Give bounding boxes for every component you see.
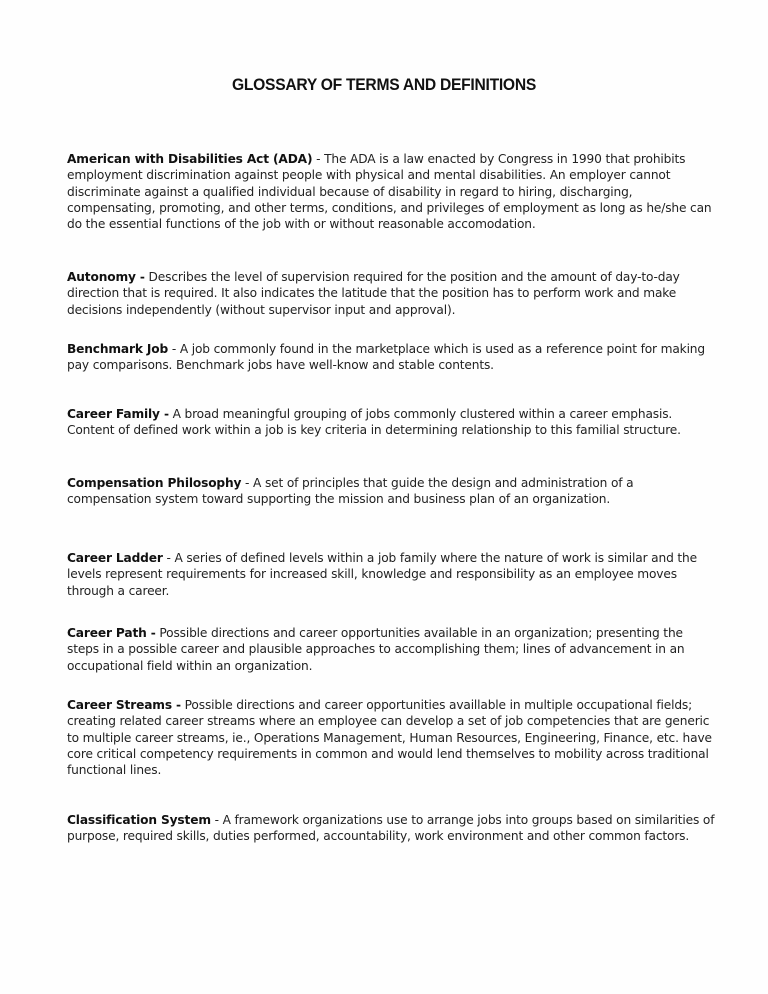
definition: A job commonly found in the marketplace which is used as a reference point for making pay comparisons. Benchmark jobs have well-know and stable contents. — [67, 342, 705, 373]
page-title: GLOSSARY OF TERMS AND DEFINITIONS — [231, 75, 537, 94]
term: Compensation Philosophy — [67, 476, 242, 490]
term: Benchmark Job — [67, 342, 169, 356]
separator: - — [241, 476, 254, 490]
glossary-entry-classification-system — [67, 812, 717, 845]
term: Classification System — [67, 813, 211, 827]
definition: The ADA is a law enacted by Congress in 1990 that prohibits employment discrimination against people with physical and mental disabilities. An employer cannot discriminate against a qualified individual because of disability in regard to hiring, discharging, compensating, promoting, and other terms, conditions, and privileges of employment as long as he/she can do the essential functions of the job with or without reasonable accomodation. — [67, 152, 712, 232]
term: Career Family - — [67, 407, 169, 421]
separator: - — [312, 152, 325, 166]
glossary-entry-ada — [67, 151, 717, 232]
separator: - — [162, 551, 175, 565]
glossary-entry-career-streams — [67, 697, 717, 778]
separator: - — [168, 342, 180, 356]
term: Autonomy - — [67, 270, 145, 284]
definition: A framework organizations use to arrange jobs into groups based on similarities of purpose, required skills, duties performed, accountability, work environment and other common factors. — [67, 813, 715, 844]
term: Career Ladder — [67, 551, 163, 565]
definition: A series of defined levels within a job family where the nature of work is similar and the levels represent requirements for increased skill, knowledge and responsibility as an employee moves through a career. — [67, 551, 697, 598]
separator: - — [210, 813, 223, 827]
glossary-entry-career-ladder — [67, 550, 717, 599]
glossary-entry-benchmark-job — [67, 341, 717, 374]
glossary-entry-career-family — [67, 406, 717, 439]
definition: A set of principles that guide the design and administration of a compensation system toward supporting the mission and business plan of an organization. — [67, 476, 634, 507]
definition: Describes the level of supervision required for the position and the amount of day-to-day direction that is required. It also indicates the latitude that the position has to perform work and make decisions independently (without supervisor input and approval). — [67, 270, 680, 317]
term: American with Disabilities Act (ADA) — [67, 152, 313, 166]
term: Career Path - — [67, 626, 156, 640]
definition: Possible directions and career opportunities available in an organization; presenting the steps in a possible career and plausible approaches to accomplishing them; lines of advancement in an occupational field within an organization. — [67, 626, 685, 673]
definition: A broad meaningful grouping of jobs commonly clustered within a career emphasis. Content of defined work within a job is key criteria in determining relationship to this familial structure. — [67, 407, 681, 438]
glossary-entry-career-path — [67, 625, 717, 674]
term: Career Streams - — [67, 698, 181, 712]
glossary-entry-autonomy — [67, 269, 717, 318]
glossary-entry-compensation-philosophy — [67, 475, 717, 508]
definition: Possible directions and career opportunities availlable in multiple occupational fields; creating related career streams where an employee can develop a set of job competencies that are generic to multiple career streams, ie., Operations Management, Human Resources, Engineering, Finance, etc. have core critical competency requirements in common and would lend themselves to mobility across traditional functional lines. — [67, 698, 712, 778]
